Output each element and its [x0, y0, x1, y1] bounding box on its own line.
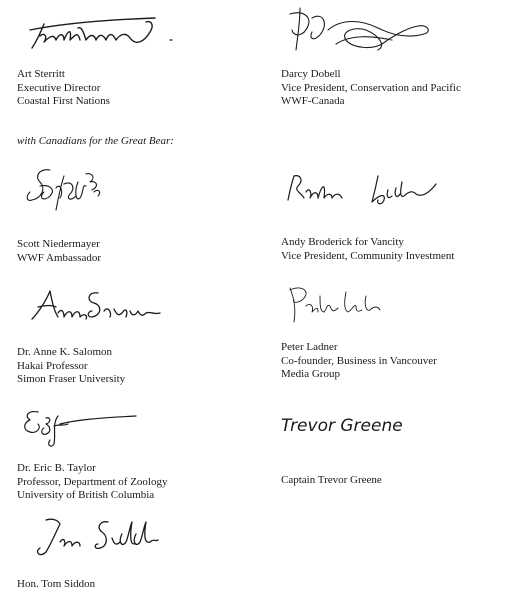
intro-text: with Canadians for the Great Bear: [17, 135, 174, 147]
eric-taylor-organization: University of British Columbia [17, 489, 155, 501]
peter-ladner-title: Co-founder, Business in Vancouver [281, 354, 437, 367]
tom-siddon-name: Hon. Tom Siddon [17, 578, 96, 590]
signature-tom-siddon [30, 512, 160, 568]
andy-broderick-name: Andy Broderick for Vancity [281, 236, 404, 248]
eric-taylor-title: Professor, Department of Zoology [17, 475, 168, 488]
signature-trevor-greene: Trevor Greene [281, 416, 403, 436]
andy-broderick-title: Vice President, Community Investment [281, 249, 455, 262]
signature-darcy-dobell [282, 4, 437, 60]
art-sterritt-title: Executive Director [17, 81, 101, 94]
darcy-dobell-organization: WWF-Canada [281, 95, 345, 107]
signature-andy-broderick [282, 170, 442, 214]
peter-ladner-organization: Media Group [281, 368, 340, 380]
anne-salomon-name: Dr. Anne K. Salomon [17, 346, 113, 358]
darcy-dobell-name: Darcy Dobell [281, 68, 341, 80]
darcy-dobell-title: Vice President, Conservation and Pacific [281, 81, 461, 94]
scott-niedermayer-name: Scott Niedermayer [17, 238, 100, 250]
anne-salomon-title: Hakai Professor [17, 359, 88, 372]
art-sterritt-organization: Coastal First Nations [17, 95, 110, 107]
signature-scott-niedermayer [20, 162, 120, 220]
eric-taylor-name: Dr. Eric B. Taylor [17, 462, 96, 474]
signature-peter-ladner [282, 282, 392, 328]
anne-salomon-organization: Simon Fraser University [17, 373, 126, 385]
signature-anne-salomon [28, 283, 168, 329]
signature-eric-taylor [16, 404, 146, 450]
art-sterritt-name: Art Sterritt [17, 68, 65, 80]
scott-niedermayer-title: WWF Ambassador [17, 251, 102, 264]
peter-ladner-name: Peter Ladner [281, 341, 338, 353]
signature-art-sterritt [20, 6, 195, 56]
trevor-greene-name: Captain Trevor Greene [281, 474, 382, 486]
